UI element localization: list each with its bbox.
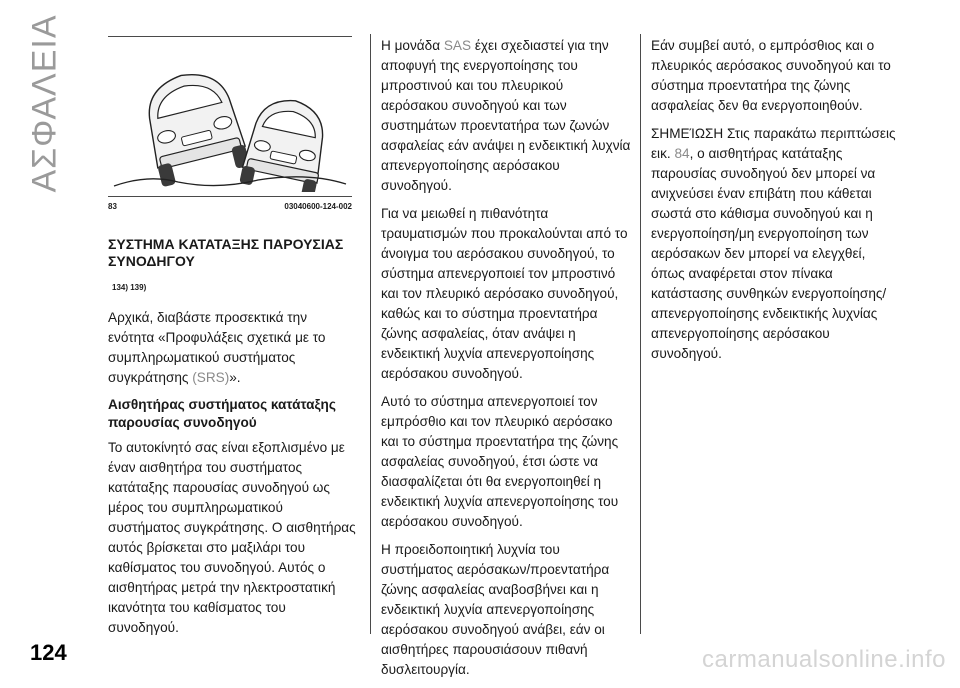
sas-reference: SAS [443, 38, 472, 53]
figure-bottom-rule [108, 196, 352, 197]
column-3 [651, 36, 901, 372]
subsection-heading: Αισθητήρας συστήματος κατάταξης παρουσίας συνοδηγού [108, 397, 336, 430]
page-number: 124 [30, 640, 67, 665]
column-divider-2 [640, 34, 641, 634]
sensor-paragraph: Το αυτοκίνητό σας είναι εξοπλισμένο με έναν αισθητήρα του συστήματος κατάταξης παρουσίας συνοδηγού ως μέρος του συμπληρωματικού συστήματος συγκράτησης. Ο αισθητήρας αυτός βρίσκεται στο μαξιλάρι του καθίσματος του συνοδηγού. Αυτός ο αισθητήρας μετρά την ηλεκτροστατική ικανότητα του καθίσματος του συνοδηγού. [108, 440, 356, 635]
column-2 [381, 36, 631, 688]
note-paragraph [651, 124, 901, 364]
sas-text-start: Η μονάδα [381, 38, 444, 53]
figure-top-rule [108, 36, 352, 37]
column-1 [108, 236, 356, 646]
tilted-car-left [137, 65, 249, 188]
malfunction-paragraph: Η προειδοποιητική λυχνία του συστήματος αερόσακων/προεντατήρα ζώνης ασφαλείας αναβοσβήνει και η ενδεικτική λυχνία απενεργοποίησης αερόσακου συνοδηγού ανάβει, εάν οι αισθητήρες παρουσιάσουν πιθανή δυσλειτουργία. [381, 542, 610, 677]
deactivation-paragraph: Αυτό το σύστημα απενεργοποιεί τον εμπρόσθιο και τον πλευρικό αερόσακο και το σύστημα προεντατήρα της ζώνης ασφαλείας συνοδηγού, έτσι ώστε να διασφαλίζεται ότι θα ενεργοποιηθεί η ενδεικτική λυχνία απενεργοποίησης του αερόσακου συνοδηγού. [381, 394, 619, 529]
intro-paragraph [108, 308, 356, 388]
srs-reference-link[interactable]: (SRS) [192, 370, 230, 385]
section-side-label-text: ΑΣΦΑΛΕΙΑ [25, 13, 64, 193]
consequence-paragraph: Εάν συμβεί αυτό, ο εμπρόσθιος και ο πλευρικός αερόσακος συνοδηγού και το σύστημα προεντατήρα της ζώνης ασφαλείας δεν θα ενεργοποιηθούν. [651, 38, 891, 113]
note-text-rest: , ο αισθητήρας κατάταξης παρουσίας συνοδηγού δεν μπορεί να ανιχνεύσει έναν επιβάτη που κάθεται σωστά στο κάθισμα συνοδηγού και η ενεργοποίηση/μη ενεργοποίηση των αερόσακων δεν μπορεί να ελεγχθεί, όπως αναφέρεται στον πίνακα κατάστασης συνθηκών ενεργοποίησης/απενεργοποίησης ενδεικτικής λυχνίας απενεργοποίησης αερόσακου συνοδηγού. [651, 146, 887, 361]
watermark: carmanualsonline.info [702, 646, 946, 673]
car-illustration-svg [108, 48, 352, 192]
figure-84-reference-link[interactable]: 84 [674, 146, 690, 161]
section-side-label [20, 13, 70, 193]
intro-text-end: ». [229, 370, 241, 385]
intro-text: Αρχικά, διαβάστε προσεκτικά την ενότητα «Προφυλάξεις σχετικά με το συμπληρωματικού συστήματος συγκράτησης [108, 310, 326, 385]
note-text-start: ΣΗΜΕΊΩΣΗ Στις παρακάτω περιπτώσεις εικ. [651, 126, 896, 161]
figure-caption [108, 202, 352, 211]
figure-car-illustration [108, 48, 352, 192]
sas-text-rest: έχει σχεδιαστεί για την αποφυγή της ενεργοποίησης του μπροστινού και του πλευρικού αερόσακου συνοδηγού και των συστημάτων προεντατήρα των ζωνών ασφαλείας εάν ανάψει η ενδεικτική λυχνία απενεργοποίησης αερόσακου συνοδηγού. [381, 38, 631, 193]
figure-code: 03040600-124-002 [284, 202, 352, 211]
injury-paragraph: Για να μειωθεί η πιθανότητα τραυματισμών που προκαλούνται από το άνοιγμα του αερόσακου συνοδηγού, το σύστημα απενεργοποιεί τον μπροστινό και τον πλευρικό αερόσακο συνοδηγού, καθώς και το σύστημα προεντατήρα ζώνης ασφαλείας, όταν ανάψει η ενδεικτική λυχνία απενεργοποίησης αερόσακου συνοδηγού. [381, 206, 628, 381]
column-divider-1 [370, 34, 371, 634]
warning-references: 134) 139) [112, 283, 147, 292]
sas-paragraph [381, 36, 631, 196]
figure-number: 83 [108, 202, 117, 211]
section-heading: ΣΥΣΤΗΜΑ ΚΑΤΑΤΑΞΗΣ ΠΑΡΟΥΣΙΑΣ ΣΥΝΟΔΗΓΟΥ [108, 236, 344, 269]
